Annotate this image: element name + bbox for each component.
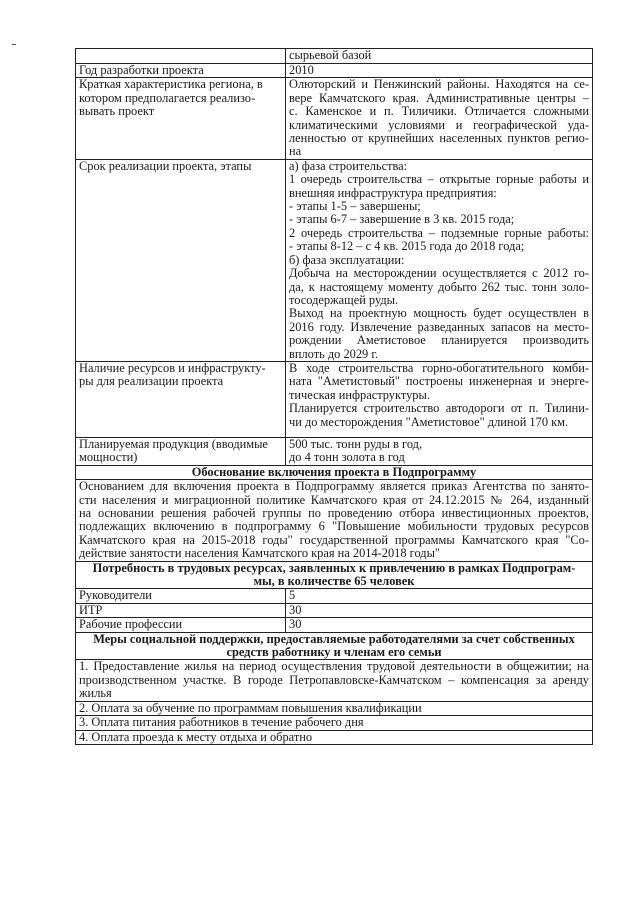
support-item-line: 1. Предоставление жилья на период осуществления трудовой деятельности в общежитии; на [79,659,589,674]
region-label-line: вывать проект [79,104,155,119]
production-line: до 4 тонн золота в год [289,450,405,465]
justification-line: подлежащих включению в подпрограмму 6 "Повышение мобильности трудовых ресурсов [79,519,589,534]
table-row [76,716,593,730]
blank-line [289,429,589,437]
timeline-line: внешняя инфраструктура предприятия: [289,185,497,200]
justification-line: действие занятости населения Камчатского края на 2014-2018 годы" [79,546,440,561]
support-heading-line: средств работнику и членам его семьи [226,645,442,660]
support-item-1 [76,660,593,701]
table-row [76,78,593,159]
region-value-line: климатическими условиями и географической уда- [289,117,589,132]
year-value: 2010 [286,64,593,78]
region-value [286,78,593,159]
value-cell [286,49,593,64]
support-item-line: жилья [79,686,112,701]
labor-item-value: 30 [286,603,593,617]
timeline-line: тосодержащей руды. [289,292,399,307]
timeline-line: - этапы 8-12 – с 4 кв. 2015 года до 2018 года; [289,239,525,254]
table-row [76,361,593,437]
production-label-line: Планируемая продукция (вводимые [79,436,268,451]
labor-heading [76,561,593,589]
infrastructure-line: В ходе строительства горно-обогатительного комби- [289,360,589,375]
timeline-value [286,159,593,361]
resource-base-text: сырьевой базой [289,48,372,62]
table-row [76,589,593,603]
justification-line: на основании решения рабочей группы по проведению отбора инвестиционных проектов, [79,506,589,520]
timeline-label: Срок реализации проекта, этапы [76,159,286,361]
production-line: 500 тыс. тонн руды в год, [289,436,423,451]
year-label: Год разработки проекта [76,64,286,78]
table-row [76,603,593,617]
labor-heading-line: Потребность в трудовых ресурсах, заявленных к привлечению в рамках Подпрограм- [92,560,576,575]
table-row [76,465,593,479]
justification-heading: Обоснование включения проекта в Подпрограмму [76,465,593,479]
region-value-line: с. Каменское и п. Тиличики. Отличается сложными [289,104,589,119]
table-row [76,159,593,361]
support-item-3: 3. Оплата питания работников в течение рабочего дня [76,716,593,730]
infrastructure-label-line: Наличие ресурсов и инфраструкту- [79,360,266,375]
infrastructure-line: Планируется строительство автодороги от п. Тилини- [289,401,589,416]
timeline-line: да, к настоящему моменту добыто 262 тыс. тонн золо- [289,279,589,294]
region-value-line: ленностью от крупнейших населенных пунктов регио- [289,131,589,146]
table-row [76,49,593,64]
infrastructure-line: тическая инфраструктуры. [289,387,430,402]
support-heading [76,632,593,660]
infrastructure-label-line: ры для реализации проекта [79,374,224,389]
production-label [76,437,286,465]
labor-item-label: Руководители [76,589,286,603]
region-label-line: Краткая характеристика региона, в [79,77,263,92]
table-row [76,64,593,78]
justification-text [76,480,593,561]
scan-mark [12,44,16,45]
region-value-line: вере Камчатского края. Административные центры – [289,90,589,105]
infrastructure-label [76,361,286,437]
region-value-line: на [289,144,302,159]
timeline-line: 2 очередь строительства – подземные горные работы: [289,225,589,240]
support-item-4: 4. Оплата проезда к месту отдыха и обратно [76,730,593,744]
project-passport-table [75,48,593,745]
production-value [286,437,593,465]
labor-item-label: ИТР [76,603,286,617]
table-row [76,480,593,561]
justification-line: Основанием для включения проекта в Подпрограмму является приказ Агентства по занято- [79,479,589,494]
support-item-2: 2. Оплата за обучение по программам повышения квалификации [76,701,593,715]
table-row [76,632,593,660]
labor-heading-line: мы, в количестве 65 человек [253,574,415,589]
timeline-line: а) фаза строительства: [289,158,408,173]
table-row [76,701,593,715]
timeline-line: б) фаза эксплуатации: [289,252,405,267]
infrastructure-value [286,361,593,437]
timeline-line: рождении Аметистовое планируется производить [289,333,589,348]
timeline-line: - этапы 6-7 – завершение в 3 кв. 2015 года; [289,212,515,227]
timeline-line: Добыча на месторождении осуществляется с 2012 го- [289,266,589,281]
timeline-line: вплоть до 2029 г. [289,346,379,361]
infrastructure-line: чи до месторождения "Аметистовое" длиной 170 км. [289,414,569,429]
support-item-line: производственном участке. В городе Петропавловске-Камчатском – компенсация за аренду [79,672,589,687]
justification-line: Камчатского края на 2015-2018 годы" государственной программы Камчатского края "Со- [79,532,589,547]
region-label [76,78,286,159]
table-row [76,730,593,744]
production-label-line: мощности) [79,450,138,465]
timeline-line: Выход на проектную мощность будет осуществлен в [289,306,589,321]
timeline-line: - этапы 1-5 – завершены; [289,199,421,214]
infrastructure-line: ната "Аметистовый" построены инженерная и энерге- [289,374,589,389]
timeline-line: 2016 году. Извлечение разведанных запасов на место- [289,319,589,334]
region-value-line: Олюторский и Пенжинский районы. Находятся на се- [289,77,589,92]
justification-line: сти населения и миграционной политике Камчатского края от 24.12.2015 № 264, изданный [79,492,589,507]
label-cell-empty [76,49,286,64]
table-row [76,437,593,465]
region-label-line: котором предполагается реализо- [79,90,256,105]
timeline-line: 1 очередь строительства – открытые горные работы и [289,172,589,187]
table-row [76,561,593,589]
labor-item-value: 5 [286,589,593,603]
labor-item-value: 30 [286,618,593,632]
table-row [76,618,593,632]
labor-item-label: Рабочие профессии [76,618,286,632]
table-row [76,660,593,701]
support-heading-line: Меры социальной поддержки, предоставляемые работодателями за счет собственных [93,631,575,646]
